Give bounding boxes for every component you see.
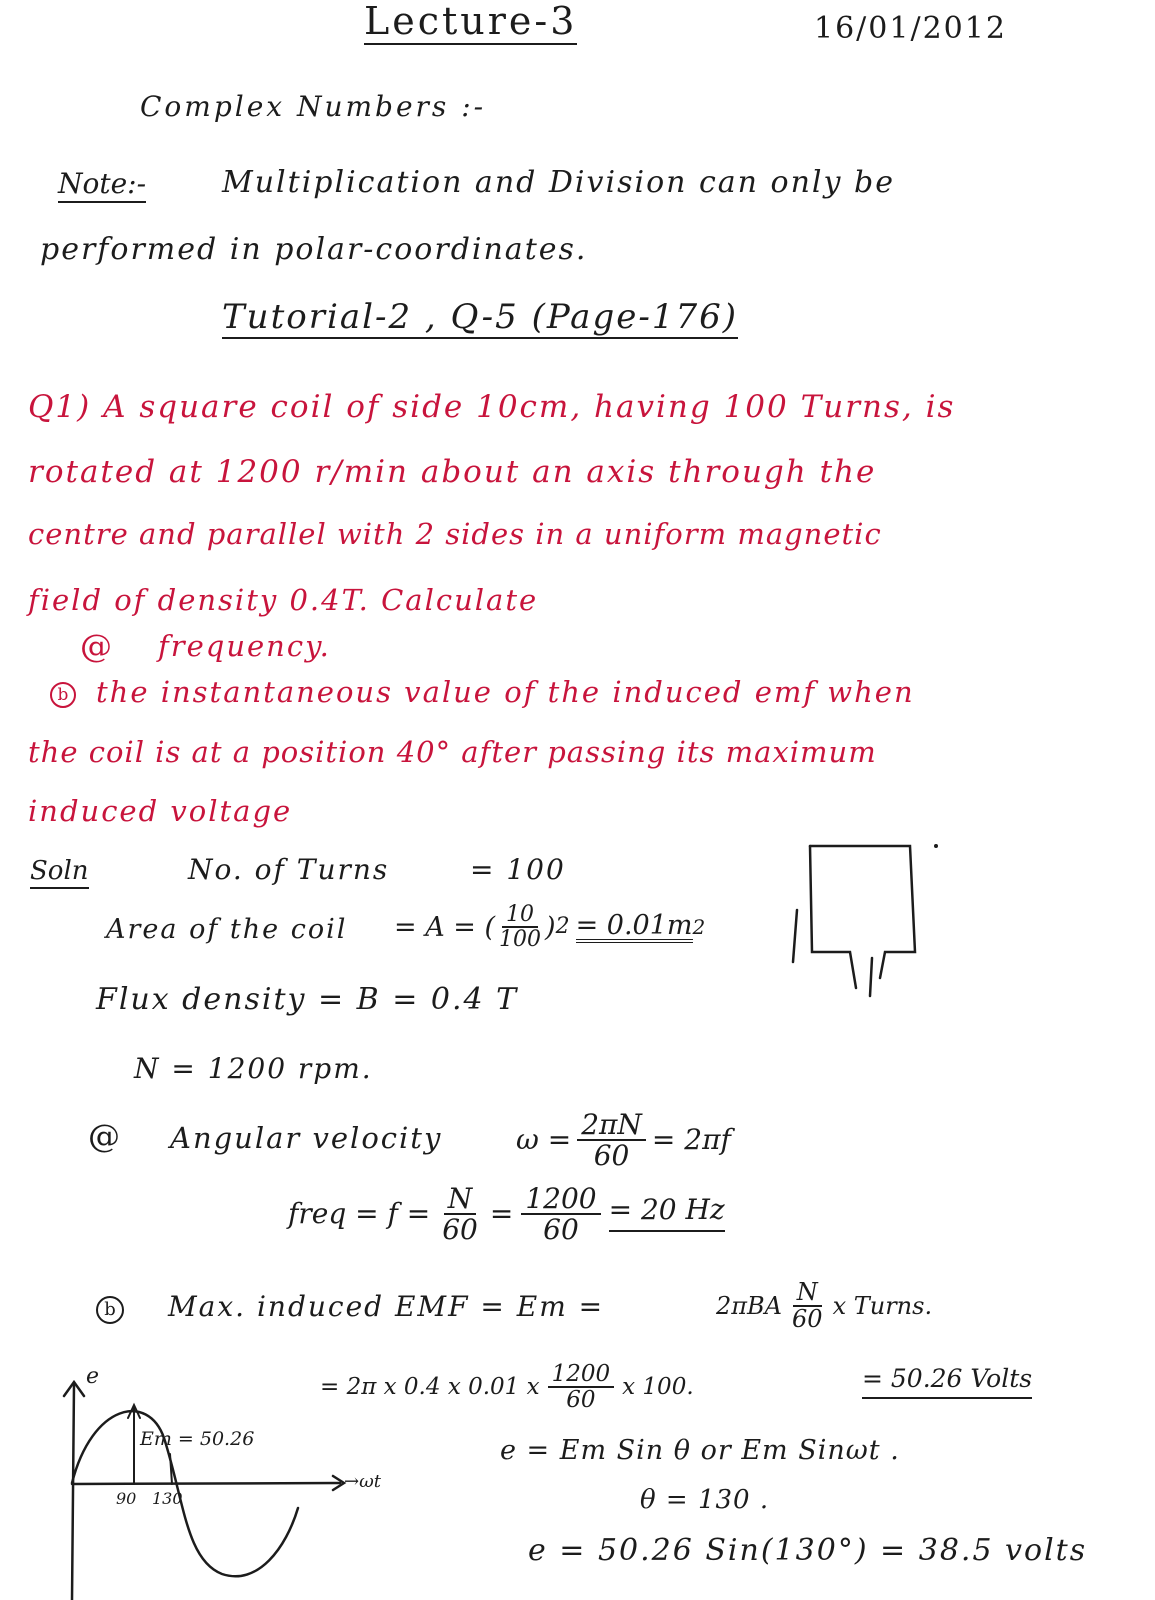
note-line-1: Multiplication and Division can only be <box>222 165 895 200</box>
graph-x-axis <box>72 1483 340 1484</box>
max-emf-result: = 50.26 Volts <box>862 1366 1032 1399</box>
question-line-3: centre and parallel with 2 sides in a uniform magnetic <box>28 517 882 551</box>
instantaneous-emf-equation: e = Em Sin θ or Em Sinωt . <box>500 1435 900 1466</box>
calc-denominator: 60 <box>566 1387 596 1414</box>
tutorial-reference: Tutorial-2 , Q-5 (Page-176) <box>222 297 738 337</box>
emf-formula-post: x Turns. <box>832 1292 933 1321</box>
question-line-1: Q1) A square coil of side 10cm, having 100 Turns, is <box>28 389 956 425</box>
graph-peak-label: Em = 50.26 <box>140 1428 255 1450</box>
topic-heading: Complex Numbers :- <box>140 90 487 123</box>
graph-x-label: →ωt <box>344 1471 381 1492</box>
omega-lhs: ω = <box>516 1123 572 1157</box>
turns-label: No. of Turns <box>188 853 390 886</box>
note-line-2: performed in polar-coordinates. <box>40 232 588 267</box>
omega-rhs: = 2πf <box>651 1123 731 1157</box>
graph-tick-130: 130 <box>152 1489 183 1508</box>
part-a-text: frequency. <box>158 629 331 663</box>
solution-part-a-marker: @ <box>88 1117 120 1155</box>
freq-numerator-1: N <box>444 1184 477 1215</box>
freq-lhs: freq = f = <box>288 1197 431 1231</box>
freq-numerator-2: 1200 <box>521 1184 600 1215</box>
omega-denominator: 60 <box>593 1139 630 1173</box>
solution-label: Soln <box>30 858 89 889</box>
angle-130-line <box>170 1454 172 1484</box>
freq-equals: = <box>489 1197 514 1231</box>
question-b-line-1: the instantaneous value of the induced emf when <box>96 675 915 709</box>
freq-denominator-1: 60 <box>442 1213 478 1247</box>
note-label: Note:- <box>58 170 146 203</box>
calc-numerator: 1200 <box>548 1362 615 1388</box>
part-b-marker: b <box>50 682 76 708</box>
emf-formula-denominator: 60 <box>792 1305 823 1334</box>
lecture-title: Lecture-3 <box>364 0 578 43</box>
question-line-4: field of density 0.4T. Calculate <box>28 583 539 617</box>
question-b-line-3: induced voltage <box>28 794 293 828</box>
calc-post: x 100. <box>622 1373 694 1400</box>
speed-rpm: N = 1200 rpm. <box>134 1052 373 1085</box>
emf-formula-numerator: N <box>793 1280 822 1307</box>
area-result: = 0.01m <box>575 909 693 941</box>
question-b-line-2: the coil is at a position 40° after passing its maximum <box>28 735 877 769</box>
calc-pre: = 2π x 0.4 x 0.01 x <box>320 1373 540 1400</box>
graph-tick-90: 90 <box>116 1489 137 1508</box>
question-line-2: rotated at 1200 r/min about an axis through the <box>28 454 877 490</box>
emf-formula-pre: 2πBA <box>716 1292 783 1321</box>
flux-density: Flux density = B = 0.4 T <box>96 982 519 1017</box>
part-a-marker: @ <box>80 627 112 665</box>
solution-part-b-marker: b <box>96 1296 124 1324</box>
area-eq-prefix: = A = ( <box>394 911 496 943</box>
max-emf-label: Max. induced EMF = Em = <box>168 1290 605 1323</box>
area-denominator: 100 <box>499 927 542 953</box>
turns-value: = 100 <box>470 853 566 886</box>
graph-y-label: e <box>86 1364 100 1389</box>
freq-result: = 20 Hz <box>609 1196 725 1232</box>
graph-y-axis <box>72 1384 74 1600</box>
omega-numerator: 2πN <box>577 1110 646 1141</box>
final-result: e = 50.26 Sin(130°) = 38.5 volts <box>528 1533 1088 1568</box>
area-label: Area of the coil <box>106 914 348 945</box>
area-numerator: 10 <box>502 903 538 928</box>
lecture-date: 16/01/2012 <box>814 11 1007 46</box>
freq-denominator-2: 60 <box>543 1213 579 1247</box>
angular-velocity-label: Angular velocity <box>170 1121 443 1155</box>
theta-value: θ = 130 . <box>640 1485 770 1515</box>
area-result-exponent: 2 <box>692 915 706 940</box>
area-close-paren: ) <box>545 911 556 943</box>
area-exponent: 2 <box>555 914 570 940</box>
